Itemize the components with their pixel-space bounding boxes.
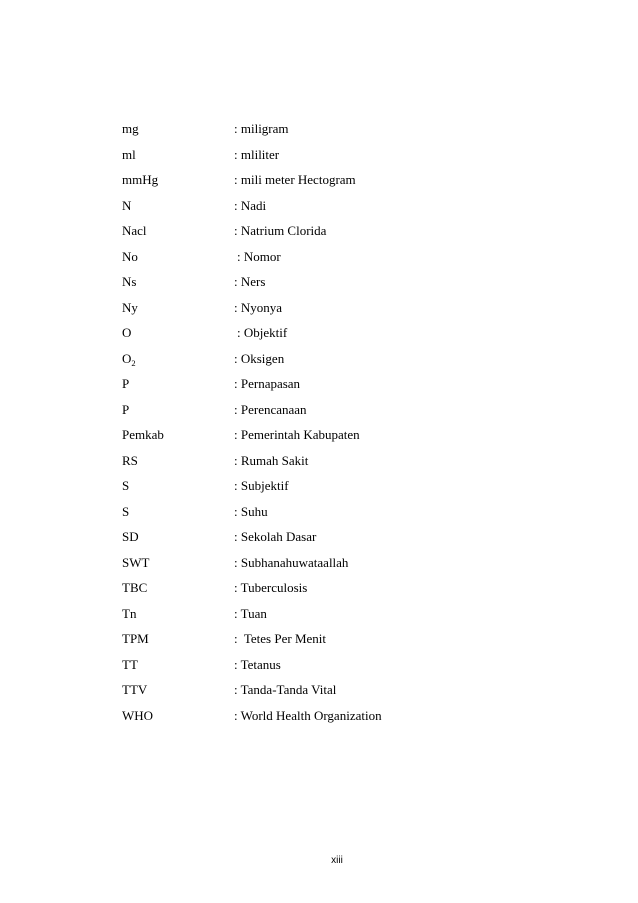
abbreviation-term: Nacl xyxy=(122,223,147,238)
abbreviation-term: TPM xyxy=(122,631,149,646)
abbreviation-term: Tn xyxy=(122,605,137,621)
abbreviation-row xyxy=(122,120,542,146)
abbreviation-term: mg xyxy=(122,121,139,136)
abbreviation-term: P xyxy=(122,376,130,391)
page-number: xiii xyxy=(331,855,343,866)
abbreviation-row xyxy=(122,477,542,503)
abbreviation-row xyxy=(122,171,542,197)
abbreviation-row xyxy=(122,452,542,478)
abbreviation-definition: : Rumah Sakit xyxy=(234,452,309,468)
abbreviation-definition: : Natrium Clorida xyxy=(234,223,327,238)
abbreviation-term: O xyxy=(122,325,132,340)
abbreviation-definition: : World Health Organization xyxy=(234,707,382,723)
abbreviation-row xyxy=(122,273,542,299)
abbreviation-definition: : Sekolah Dasar xyxy=(234,529,317,544)
abbreviation-term: N xyxy=(122,197,132,213)
abbreviation-row xyxy=(122,197,542,223)
abbreviation-term: TBC xyxy=(122,580,148,595)
abbreviation-term-subscript: 2 xyxy=(131,357,136,368)
abbreviation-definition: : mili meter Hectogram xyxy=(234,172,356,187)
abbreviation-row xyxy=(122,707,542,733)
abbreviation-term: Pemkab xyxy=(122,427,164,442)
abbreviation-definition: : Objektif xyxy=(237,325,288,340)
abbreviation-row xyxy=(122,630,542,656)
abbreviation-term-base: O xyxy=(122,350,132,366)
abbreviation-definition: : Suhu xyxy=(234,503,268,519)
abbreviation-row xyxy=(122,401,542,427)
abbreviation-term: WHO xyxy=(122,707,154,723)
abbreviation-definition: : Tuberculosis xyxy=(234,580,308,595)
abbreviation-definition: : Nomor xyxy=(237,248,281,264)
abbreviation-definition: : Pemerintah Kabupaten xyxy=(234,427,360,442)
abbreviation-definition: : Oksigen xyxy=(234,350,285,366)
abbreviation-row xyxy=(122,579,542,605)
abbreviation-row xyxy=(122,681,542,707)
abbreviation-term: S xyxy=(122,478,130,493)
abbreviation-definition: : Nyonya xyxy=(234,299,283,315)
abbreviation-row xyxy=(122,375,542,401)
abbreviation-definition: : Subjektif xyxy=(234,478,289,493)
abbreviation-row xyxy=(122,503,542,529)
abbreviation-term: RS xyxy=(122,452,138,468)
abbreviation-definition: : Pernapasan xyxy=(234,376,301,391)
abbreviation-row xyxy=(122,528,542,554)
abbreviation-term: S xyxy=(122,503,130,519)
abbreviation-definition: : mliliter xyxy=(234,146,280,162)
abbreviation-term: TT xyxy=(122,656,138,672)
abbreviation-definition: : Tetes Per Menit xyxy=(234,631,327,646)
abbreviation-row xyxy=(122,222,542,248)
abbreviation-row xyxy=(122,299,542,325)
abbreviation-definition: : Nadi xyxy=(234,197,267,213)
abbreviation-term: Ns xyxy=(122,274,137,289)
abbreviation-definition: : Perencanaan xyxy=(234,401,307,417)
abbreviation-row xyxy=(122,350,542,376)
abbreviation-definition: : miligram xyxy=(234,121,289,136)
abbreviation-term: ml xyxy=(122,146,136,162)
abbreviation-row xyxy=(122,554,542,580)
abbreviation-row xyxy=(122,324,542,350)
abbreviation-row xyxy=(122,605,542,631)
abbreviation-row xyxy=(122,656,542,682)
abbreviation-row xyxy=(122,146,542,172)
abbreviation-list xyxy=(122,120,542,732)
abbreviation-term: No xyxy=(122,248,138,264)
abbreviation-term: P xyxy=(122,401,130,417)
abbreviation-term: Ny xyxy=(122,299,138,315)
abbreviation-term: SWT xyxy=(122,554,150,570)
abbreviation-definition: : Tuan xyxy=(234,605,267,621)
abbreviation-term: SD xyxy=(122,529,139,544)
abbreviation-definition: : Tanda-Tanda Vital xyxy=(234,682,337,697)
abbreviation-definition: : Tetanus xyxy=(234,656,281,672)
abbreviation-definition: : Subhanahuwataallah xyxy=(234,554,349,570)
abbreviation-term: TTV xyxy=(122,682,148,697)
abbreviation-row xyxy=(122,426,542,452)
abbreviation-term: mmHg xyxy=(122,172,159,187)
abbreviation-term xyxy=(122,350,136,369)
abbreviation-row xyxy=(122,248,542,274)
abbreviation-definition: : Ners xyxy=(234,274,266,289)
